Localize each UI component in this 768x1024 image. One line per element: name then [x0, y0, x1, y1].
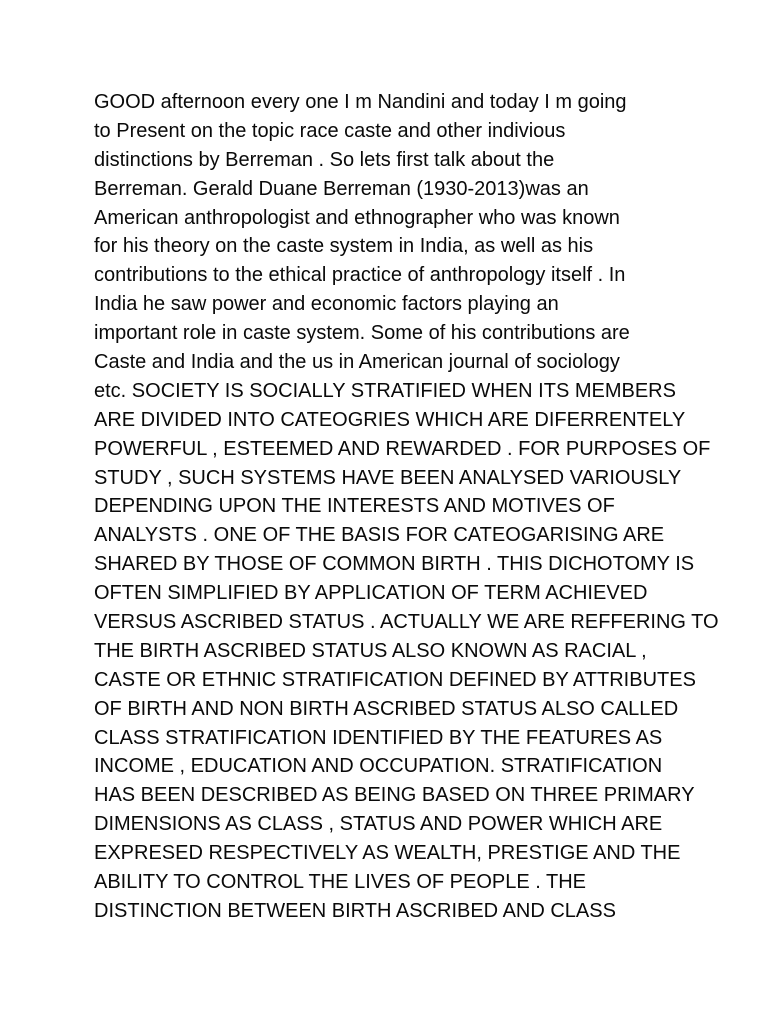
text-line: POWERFUL , ESTEEMED AND REWARDED . FOR PURPOSES OF	[94, 437, 711, 460]
text-line: GOOD afternoon every one I m Nandini and today I m going	[94, 91, 627, 113]
document-body-text	[94, 88, 719, 926]
text-line: HAS BEEN DESCRIBED AS BEING BASED ON THREE PRIMARY	[94, 784, 695, 807]
text-line: for his theory on the caste system in India, as well as his	[94, 235, 594, 258]
text-line: INCOME , EDUCATION AND OCCUPATION. STRATIFICATION	[94, 755, 663, 778]
text-line: OFTEN SIMPLIFIED BY APPLICATION OF TERM ACHIEVED	[94, 582, 648, 605]
text-line: ANALYSTS . ONE OF THE BASIS FOR CATEOGARISING ARE	[94, 524, 665, 547]
text-line: DEPENDING UPON THE INTERESTS AND MOTIVES OF	[94, 495, 615, 518]
text-line: OF BIRTH AND NON BIRTH ASCRIBED STATUS ALSO CALLED	[94, 697, 679, 720]
text-line: STUDY , SUCH SYSTEMS HAVE BEEN ANALYSED VARIOUSLY	[94, 466, 682, 489]
text-line: VERSUS ASCRIBED STATUS . ACTUALLY WE ARE REFFERING TO	[94, 611, 719, 634]
text-line: etc. SOCIETY IS SOCIALLY STRATIFIED WHEN ITS MEMBERS	[94, 379, 676, 402]
text-line: CASTE OR ETHNIC STRATIFICATION DEFINED BY ATTRIBUTES	[94, 668, 696, 691]
text-line: distinctions by Berreman . So lets first talk about the	[94, 148, 555, 171]
text-line: ARE DIVIDED INTO CATEOGRIES WHICH ARE DIFERRENTELY	[94, 408, 686, 431]
text-line: ABILITY TO CONTROL THE LIVES OF PEOPLE . THE	[94, 871, 587, 894]
text-line: SHARED BY THOSE OF COMMON BIRTH . THIS DICHOTOMY IS	[94, 553, 695, 576]
text-line: American anthropologist and ethnographer who was known	[94, 206, 620, 229]
text-line: DIMENSIONS AS CLASS , STATUS AND POWER WHICH ARE	[94, 813, 663, 836]
text-line: THE BIRTH ASCRIBED STATUS ALSO KNOWN AS RACIAL ,	[94, 639, 647, 662]
text-line: contributions to the ethical practice of anthropology itself . In	[94, 264, 626, 287]
text-line: DISTINCTION BETWEEN BIRTH ASCRIBED AND CLASS	[94, 899, 616, 922]
text-line: Berreman. Gerald Duane Berreman (1930-2013)was an	[94, 177, 589, 200]
text-line: important role in caste system. Some of his contributions are	[94, 322, 630, 345]
text-line: CLASS STRATIFICATION IDENTIFIED BY THE FEATURES AS	[94, 726, 663, 749]
text-line: India he saw power and economic factors playing an	[94, 293, 559, 316]
text-line: to Present on the topic race caste and other indivious	[94, 119, 566, 142]
text-line: EXPRESED RESPECTIVELY AS WEALTH, PRESTIGE AND THE	[94, 842, 681, 865]
text-line: Caste and India and the us in American journal of sociology	[94, 351, 620, 374]
